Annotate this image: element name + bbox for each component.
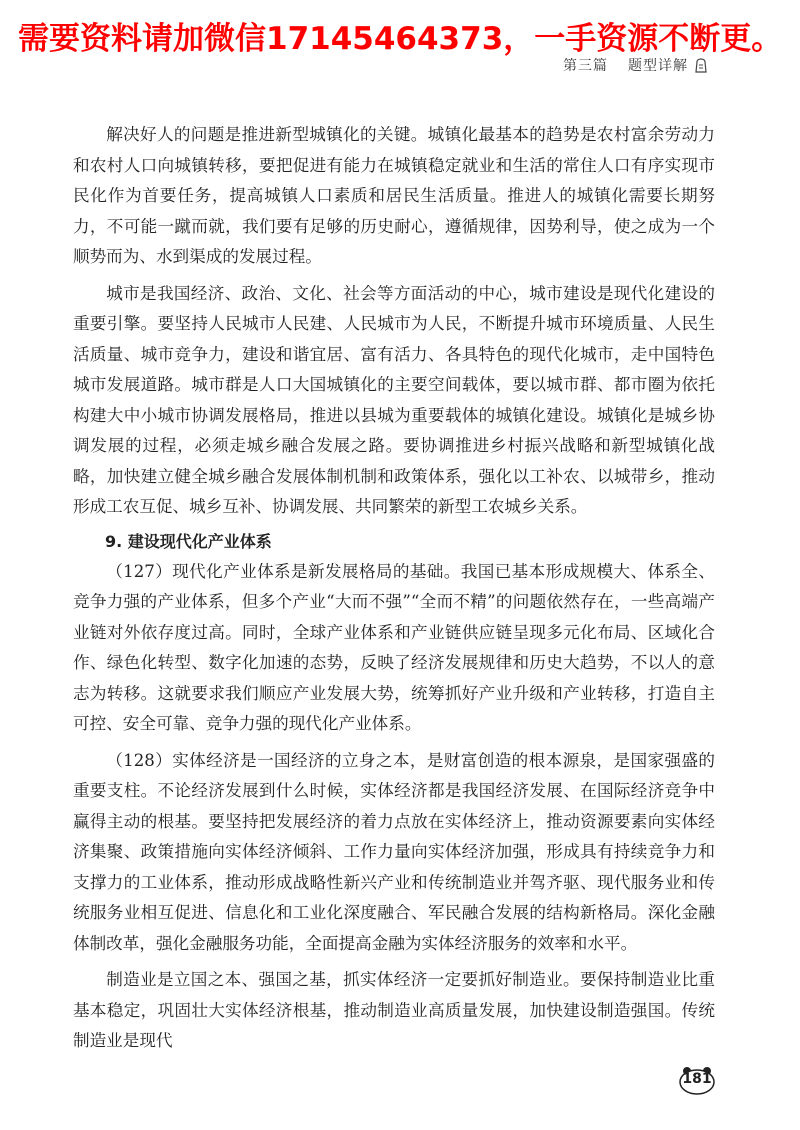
page-body [73,120,715,1057]
running-head [563,55,708,75]
section-heading: 9. 建设现代化产业体系 [105,531,272,551]
page-number [678,1065,716,1095]
part-label: 第三篇 [563,58,608,74]
paragraph: （128）实体经济是一国经济的立身之本，是财富创造的根本源泉，是国家强盛的重要支柱。不论经济发展到什么时候，实体经济都是我国经济发展、在国际经济竞争中赢得主动的根基。要坚持把发展经济的着力点放在实体经济上，推动资源要素向实体经济集聚、政策措施向实体经济倾斜、工作力量向实体经济加强，形成具有持续竞争力和支撑力的工业体系，推动形成战略性新兴产业和传统制造业并驾齐驱、现代服务业和传统服务业相互促进、信息化和工业化深度融合、军民融合发展的结构新格局。深化金融体制改革，强化金融服务功能，全面提高金融为实体经济服务的效率和水平。 [73,750,715,953]
chapter-label: 题型详解 [628,58,688,74]
paragraph: （127）现代化产业体系是新发展格局的基础。我国已基本形成规模大、体系全、竞争力强的产业体系，但多个产业“大而不强”“全而不精”的问题依然存在，一些高端产业链对外依存度过高。同时，全球产业体系和产业链供应链呈现多元化布局、区域化合作、绿色化转型、数字化加速的态势，反映了经济发展规律和历史大趋势，不以人的意志为转移。这就要求我们顺应产业发展大势，统筹抓好产业升级和产业转移，打造自主可控、安全可靠、竞争力强的现代化产业体系。 [73,561,715,733]
paragraph: 解决好人的问题是推进新型城镇化的关键。城镇化最基本的趋势是农村富余劳动力和农村人口向城镇转移，要把促进有能力在城镇稳定就业和生活的常住人口有序实现市民化作为首要任务，提高城镇人口素质和居民生活质量。推进人的城镇化需要长期努力，不可能一蹴而就，我们要有足够的历史耐心，遵循规律，因势利导，使之成为一个顺势而为、水到渠成的发展过程。 [73,125,715,266]
watermark-banner: 需要资料请加微信17145464373，一手资源不断更。 [18,21,783,57]
bookmark-icon [694,56,708,74]
paragraph: 城市是我国经济、政治、文化、社会等方面活动的中心，城市建设是现代化建设的重要引擎。要坚持人民城市人民建、人民城市为人民，不断提升城市环境质量、人民生活质量、城市竞争力，建设和谐宜居、富有活力、各具特色的现代化城市，走中国特色城市发展道路。城市群是人口大国城镇化的主要空间载体，要以城市群、都市圈为依托构建大中小城市协调发展格局，推进以县城为重要载体的城镇化建设。城镇化是城乡协调发展的过程，必须走城乡融合发展之路。要协调推进乡村振兴战略和新型城镇化战略，加快建立健全城乡融合发展体制机制和政策体系，强化以工补农、以城带乡，推动形成工农互促、城乡互补、协调发展、共同繁荣的新型工农城乡关系。 [73,283,715,516]
page-number-label: 181 [682,1071,712,1087]
paragraph: 制造业是立国之本、强国之基，抓实体经济一定要抓好制造业。要保持制造业比重基本稳定，巩固壮大实体经济根基，推动制造业高质量发展，加快建设制造强国。传统制造业是现代 [73,970,715,1050]
